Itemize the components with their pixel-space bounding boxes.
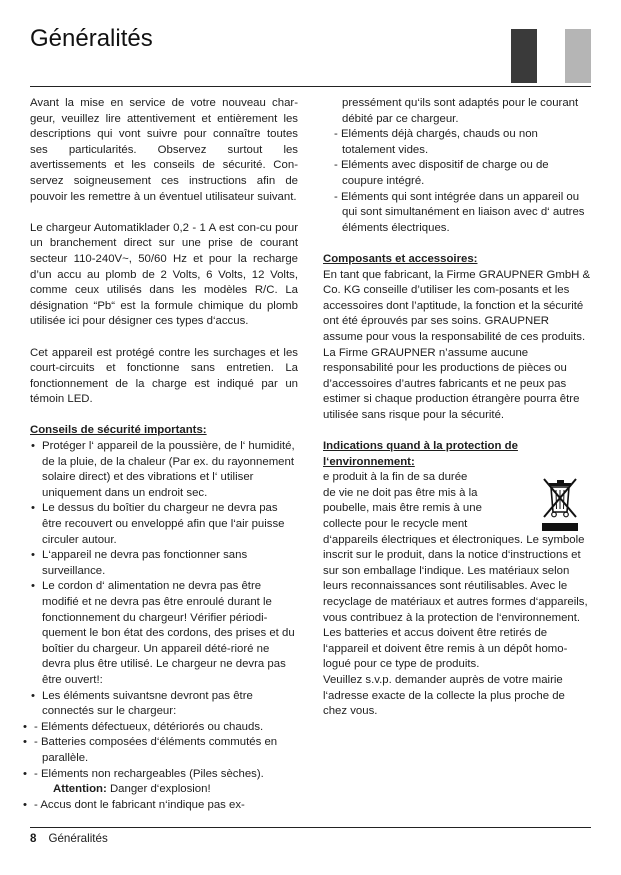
header-tab-dark [511,29,537,83]
sub-list-item: - Eléments qui sont intégrée dans un appareil ou qui sont simultanément en liaison avec d‘ autres éléments électriques. [334,190,585,234]
list-item: • Le cordon d‘ alimentation ne devra pas être modifié et ne devra pas être enroulé durant le fonctionnement du chargeur! Vérifier périodi-quement le bon état des cordons, des prises et du boîtier du chargeur. Un appareil dété-rioré ne devra plus être utilisé. Le chargeur ne devra pas être ouvert!: [30,579,298,688]
page-footer [30,831,108,846]
crossed-out-wheelie-bin-icon [541,476,579,534]
list-item: • L‘appareil ne devra pas fonctionner sans surveillance. [30,548,298,579]
header-tab-light [565,29,591,83]
sub-list-continuation: pressément qu‘ils sont adaptés pour le courant débité par ce chargeur. [342,97,579,125]
batteries-paragraph: Les batteries et accus doivent être retirés de l‘appareil et doivent être remis à un dépôt homo-logué pour ce type de produits. [323,627,568,671]
components-paragraph: En tant que fabricant, la Firme GRAUPNER GmbH & Co. KG conseille d’utiliser les com-posants et les accessoires dont l’aptitude, la fonction et la sécurité ont été éprouvés par ses soins. GRAUPNER assume pour vous la responsabilité de ces produits. La Firme GRAUPNER n’assume aucune responsabilité pour les productions de pièces ou d’accessoires d’autres fabricants et ne peux pas estimer si chaque production étrangère pourra être utilisée sans risque pour la sécurité. [323,268,591,421]
footer-section: Généralités [48,832,108,845]
env-line: e produit à la fin de sa durée [323,471,468,484]
attention-text: Danger d‘explosion! [106,783,211,796]
sub-list-item: • - Eléments défectueux, détériorés ou chauds. [30,720,298,736]
list-item: • Protéger l‘ appareil de la poussière, de l‘ humidité, de la pluie, de la chaleur (Par ex. du rayonnement solaire direct) et des vibrations et l‘ utiliser uniquement dans un endroit sec. [30,439,298,501]
list-item-text: Les éléments suivantsne devront pas être connectés sur le chargeur: [42,689,253,718]
environment-block [323,470,591,532]
list-item [30,689,298,814]
protection-paragraph: Cet appareil est protégé contre les surchages et les court-circuits et fonctionne sans entretien. La fonctionnement de la charge est indiqué par un témoin LED. [30,346,298,406]
sub-list-item: - Eléments déjà chargés, chauds ou non totalement vides. [334,128,538,156]
attention-label: Attention: [53,783,107,796]
env-line: de vie ne doit pas être mis à la [323,486,478,499]
env-line: collecte pour le recycle ment [323,518,468,531]
page-title: Généralités [30,25,153,52]
components-heading: Composants et accessoires: [323,252,478,265]
collection-paragraph: Veuillez s.v.p. demander auprès de votre mairie l‘adresse exacte de la collecte la plus proche de chez vous. [323,673,565,718]
left-column [30,96,298,813]
charger-description: Le chargeur Automatiklader 0,2 - 1 A est con-cu pour un branchement direct sur une prise de courant secteur 110-240V~, 50/60 Hz et pour la recharge d’un accu au plomb de 2 Volts, 6 Volts, 12 Volts, comme ceux utilisés dans les modèles R/C. La désignation “Pb“ est la formule chimique du plomb utilisée ici pour désigner ces types d‘accus. [30,221,298,328]
environment-heading: Indications quand à la protection de l‘environnement: [323,440,518,468]
safety-list [30,439,298,813]
header-rule [30,86,591,87]
env-line: poubelle, mais être remis à une [323,502,482,515]
right-column [323,96,591,720]
footer-rule [30,827,591,828]
sub-list-item: - Eléments avec dispositif de charge ou de coupure intégré. [334,159,549,187]
list-item: • Le dessus du boîtier du chargeur ne devra pas être recouvert ou enveloppé afin que l‘air puisse circuler autour. [30,501,298,548]
excluded-cells-list-right [323,127,591,236]
environment-paragraph: d‘appareils électriques et électroniques. Le symbole inscrit sur le produit, dans la notice d‘instructions et sur son emballage l‘indique. Les matériaux selon leurs reconnaissances sont réutilisables. Avec le recyclage de matériaux et autres formes d‘appareils, vous contribuez à la protection de l‘environnement. [323,533,588,624]
page-number: 8 [30,832,37,845]
excluded-cells-list-cont [30,798,298,814]
excluded-cells-list [30,720,298,782]
safety-heading: Conseils de sécurité importants: [30,424,207,437]
sub-list-item: • - Accus dont le fabricant n‘indique pas ex- [30,798,298,814]
attention-note [42,782,298,798]
sub-list-item: • - Batteries composées d‘éléments commutés en parallèle. [30,735,298,766]
sub-list-item: • - Eléments non rechargeables (Piles sèches). [30,767,298,783]
intro-paragraph: Avant la mise en service de votre nouveau char-geur, veuillez lire attentivement et entièrement les descriptions qui vont suivre pour connaître toutes ses particularités. Observez surtout les avertissements et les conseils de sécurité. Con-servez soigneusement ces instructions afin de pouvoir les remettre à un éventuel utilisateur suivant. [30,97,298,203]
